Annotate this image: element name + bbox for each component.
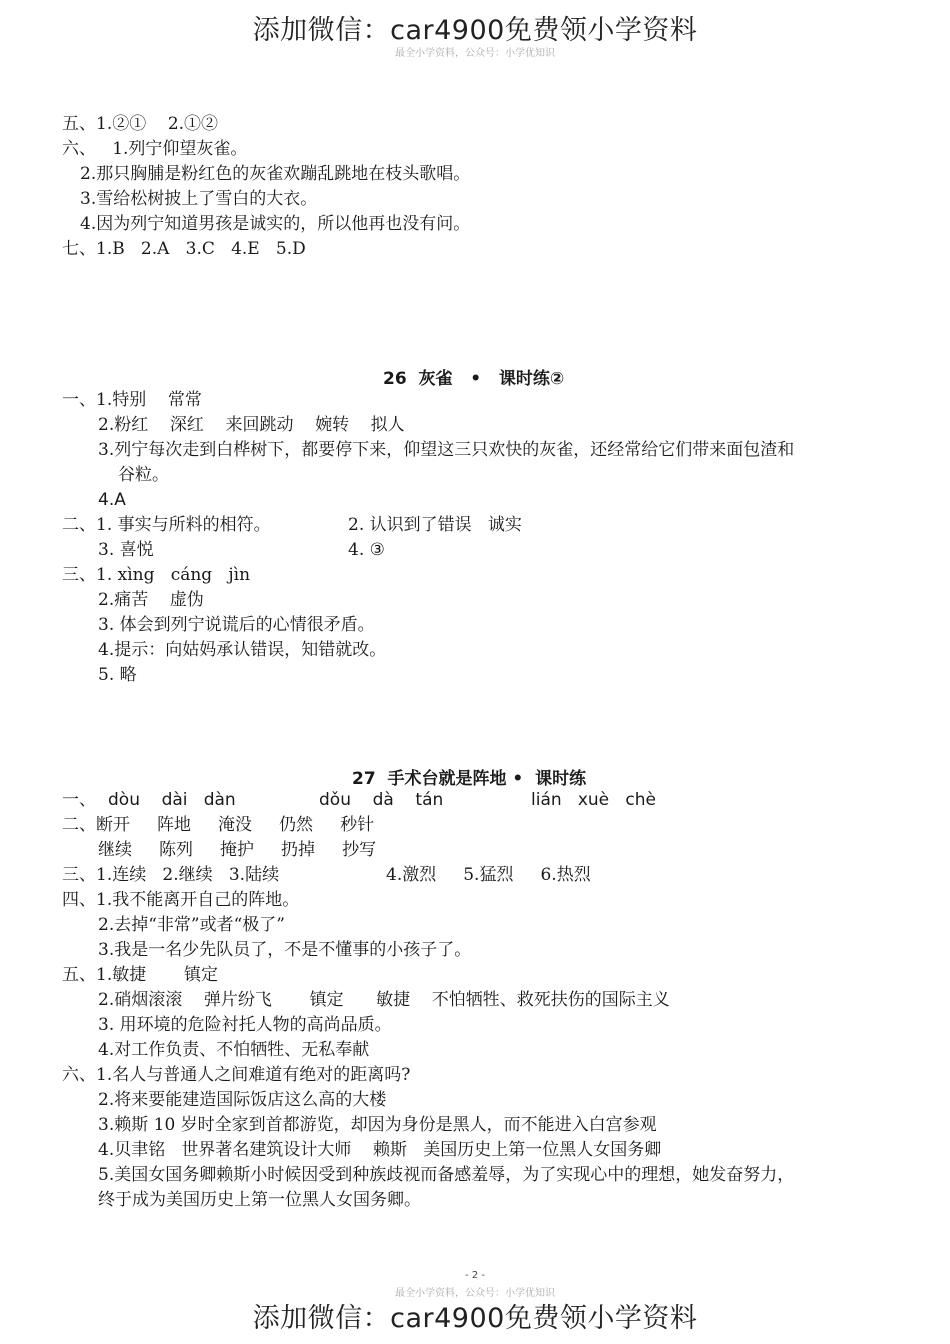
answer-line: 一、 [62,790,96,810]
watermark-bottom: 添加微信：car4900免费领小学资料 [252,1303,698,1334]
answer-line: 一、1.特别 常常 [62,390,202,410]
answer-line: 五、1.敏捷 镇定 [62,965,219,985]
answer-line: 3. 喜悦 [98,540,154,560]
answer-line: 2.粉红 深红 来回跳动 婉转 拟人 [98,415,405,435]
answer-line: 3. 用环境的危险衬托人物的高尚品质。 [98,1015,392,1035]
answer-line: 2.痛苦 虚伪 [98,590,204,610]
answer-line: 4. ③ [348,540,385,560]
answer-line: 四、1.我不能离开自己的阵地。 [62,890,300,910]
answer-line: 2.那只胸脯是粉红色的灰雀欢蹦乱跳地在枝头歌唱。 [80,164,471,184]
answer-line: 二、1. 事实与所料的相符。 [62,515,271,535]
section-title: 27 手术台就是阵地 • 课时练 [352,769,587,789]
answer-line: 3.列宁每次走到白桦树下，都要停下来，仰望这三只欢快的灰雀，还经常给它们带来面包渣和 [98,440,795,460]
answer-line: 3.我是一名少先队员了，不是不懂事的小孩子了。 [98,940,472,960]
answer-line: 3. 体会到列宁说谎后的心情很矛盾。 [98,615,375,635]
pinyin-group: lián xuè chè [531,790,656,810]
section-title: 26 灰雀 • 课时练② [383,369,565,389]
answer-line: 4.激烈 5.猛烈 6.热烈 [386,865,591,885]
answer-line: 五、1.②① 2.①② [62,114,219,134]
pinyin-group: dǒu dà tán [319,790,444,810]
answer-line: 3.雪给松树披上了雪白的大衣。 [80,189,318,209]
answer-line: 2. 认识到了错误 诚实 [348,515,522,535]
answer-line: 六、1.名人与普通人之间难道有绝对的距离吗? [62,1065,411,1085]
answer-line: 2.去掉“非常”或者“极了” [98,915,285,935]
answer-line: 继续 陈列 掩护 扔掉 抄写 [98,840,377,860]
answer-line: 4.提示：向姑妈承认错误，知错就改。 [98,640,387,660]
answer-line: 2.硝烟滚滚 弹片纷飞 镇定 敏捷 不怕牺牲、救死扶伤的国际主义 [98,990,670,1010]
answer-line: 七、1.B 2.A 3.C 4.E 5.D [62,239,306,259]
answer-line: 4.贝聿铭 世界著名建筑设计大师 赖斯 美国历史上第一位黑人女国务卿 [98,1140,662,1160]
answer-line: 2.将来要能建造国际饭店这么高的大楼 [98,1090,387,1110]
answer-line: 5.美国女国务卿赖斯小时候因受到种族歧视而备感羞辱，为了实现心中的理想，她发奋努力， [98,1165,795,1185]
answer-line: 3.赖斯 10 岁时全家到首都游览，却因为身份是黑人，而不能进入白宫参观 [98,1115,657,1135]
faint-footer-text: 最全小学资料，公众号：小学优知识 [395,1288,555,1299]
answer-line: 4.对工作负责、不怕牺牲、无私奉献 [98,1040,370,1060]
answer-line: 4.因为列宁知道男孩是诚实的，所以他再也没有问。 [80,214,471,234]
answer-line: 终于成为美国历史上第一位黑人女国务卿。 [98,1190,421,1210]
answer-line: 三、1.连续 2.继续 3.陆续 [62,865,280,885]
answer-line: 谷粒。 [118,465,169,485]
answer-line: 5. 略 [98,665,137,685]
pinyin-group: dòu dài dàn [108,790,236,810]
answer-line: 二、断开 阵地 淹没 仍然 秒针 [62,815,375,835]
faint-header-text: 最全小学资料，公众号：小学优知识 [395,48,555,59]
watermark-top: 添加微信：car4900免费领小学资料 [252,15,698,46]
answer-line: 4.A [98,490,126,510]
answer-line: 六、 1.列宁仰望灰雀。 [62,139,248,159]
page-number: - 2 - [465,1270,485,1281]
answer-line: 三、1. xìng cáng jìn [62,565,251,585]
